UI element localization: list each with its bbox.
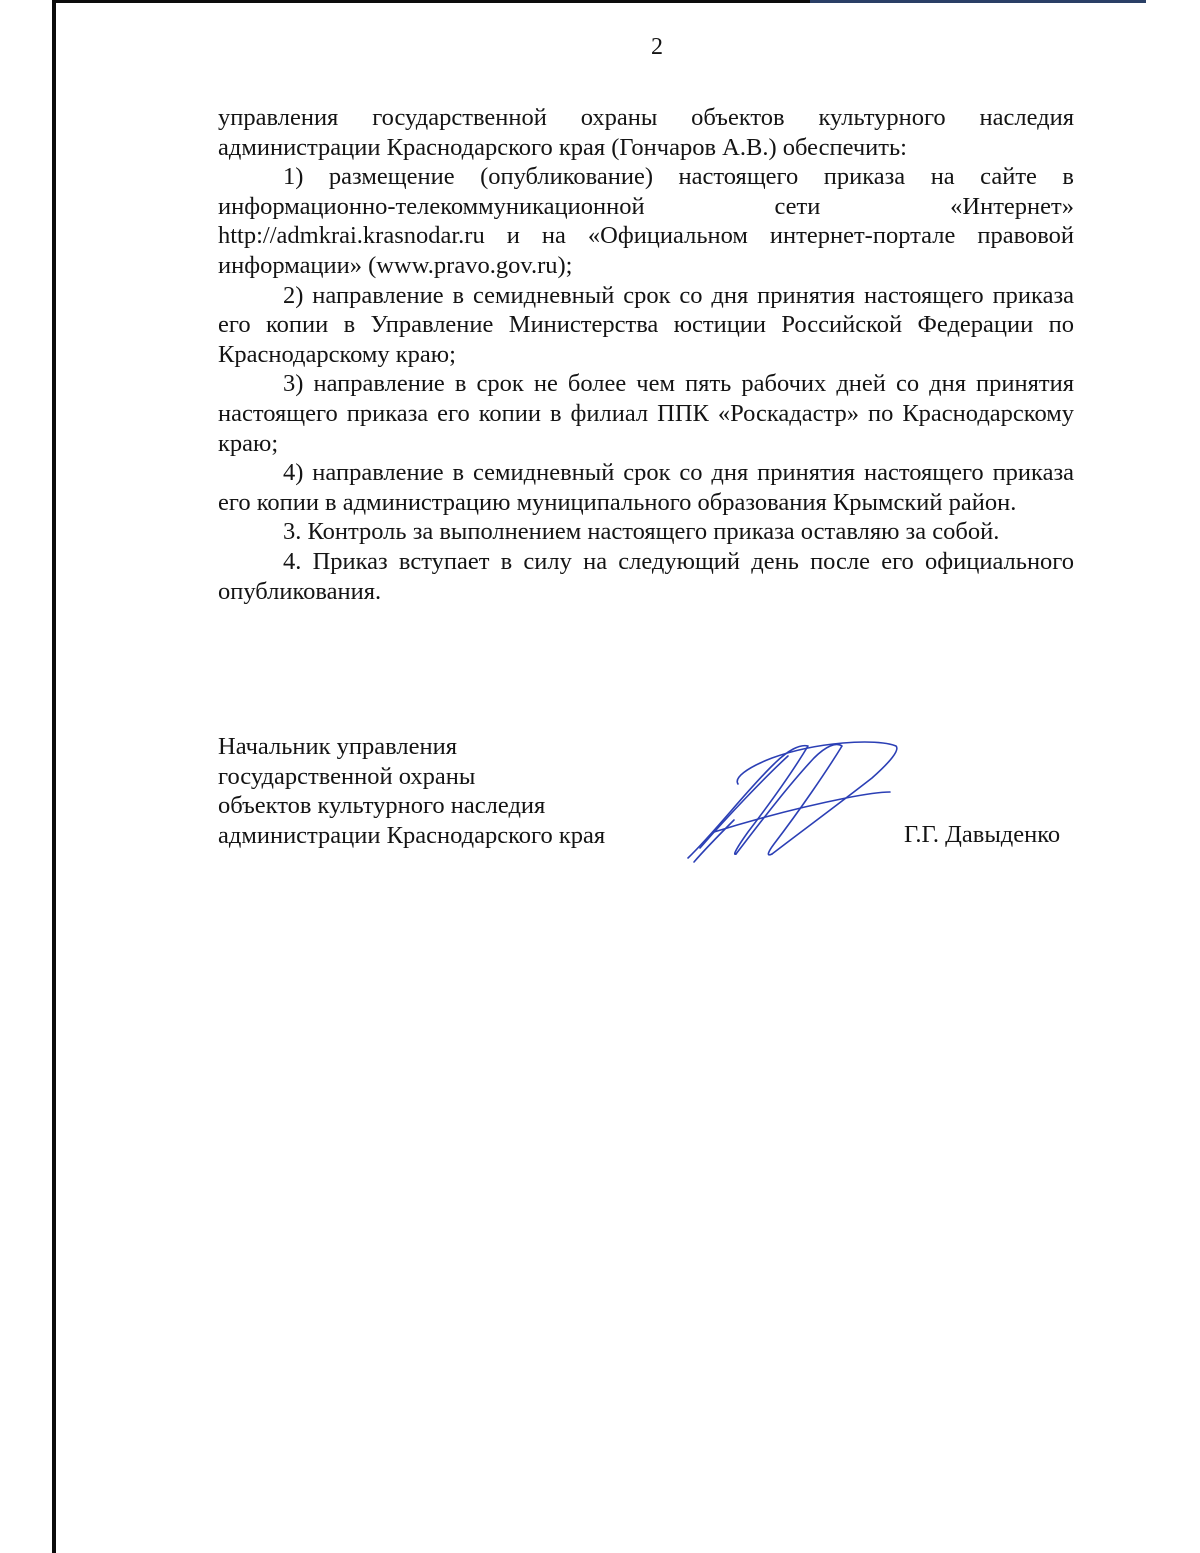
position-line: администрации Краснодарского края — [218, 821, 606, 849]
scan-border-left — [52, 0, 56, 1553]
paragraph-intro: управления государственной охраны объектов культурного наследия администрации Краснодарского края (Гончаров А.В.) обеспечить: — [218, 104, 1074, 161]
signature-strokes — [688, 742, 897, 862]
scan-border-top-tinted — [810, 0, 1146, 3]
paragraph-item-2: 2) направление в семидневный срок со дня принятия настоящего приказа его копии в Управление Министерства юстиции Российской Федерации по Краснодарскому краю; — [218, 281, 1074, 368]
page-number: 2 — [651, 34, 663, 60]
handwritten-signature — [676, 736, 912, 872]
paragraph-clause-4: 4. Приказ вступает в силу на следующий день после его официального опубликования. — [218, 547, 1074, 605]
position-line: государственной охраны — [218, 762, 476, 790]
position-line: объектов культурного наследия — [218, 792, 546, 820]
paragraph-item-3: 3) направление в срок не более чем пять рабочих дней со дня принятия настоящего приказа его копии в филиал ППК «Роскадастр» по Краснодарскому краю; — [218, 370, 1074, 457]
paragraph-item-4: 4) направление в семидневный срок со дня принятия настоящего приказа его копии в администрацию муниципального образования Крымский район. — [218, 459, 1074, 516]
position-line: Начальник управления — [218, 733, 457, 760]
document-body — [218, 103, 1074, 606]
paragraph-item-1: 1) размещение (опубликование) настоящего приказа на сайте в информационно-телекоммуникационной сети «Интернет» http://admkrai.krasnodar.ru и на «Официальном интернет-портале правовой информации» (www.pravo.gov.ru); — [218, 163, 1074, 279]
signatory-position — [218, 732, 605, 850]
signatory-name: Г.Г. Давыденко — [904, 821, 1061, 848]
paragraph-clause-3: 3. Контроль за выполнением настоящего приказа оставляю за собой. — [283, 518, 1000, 546]
